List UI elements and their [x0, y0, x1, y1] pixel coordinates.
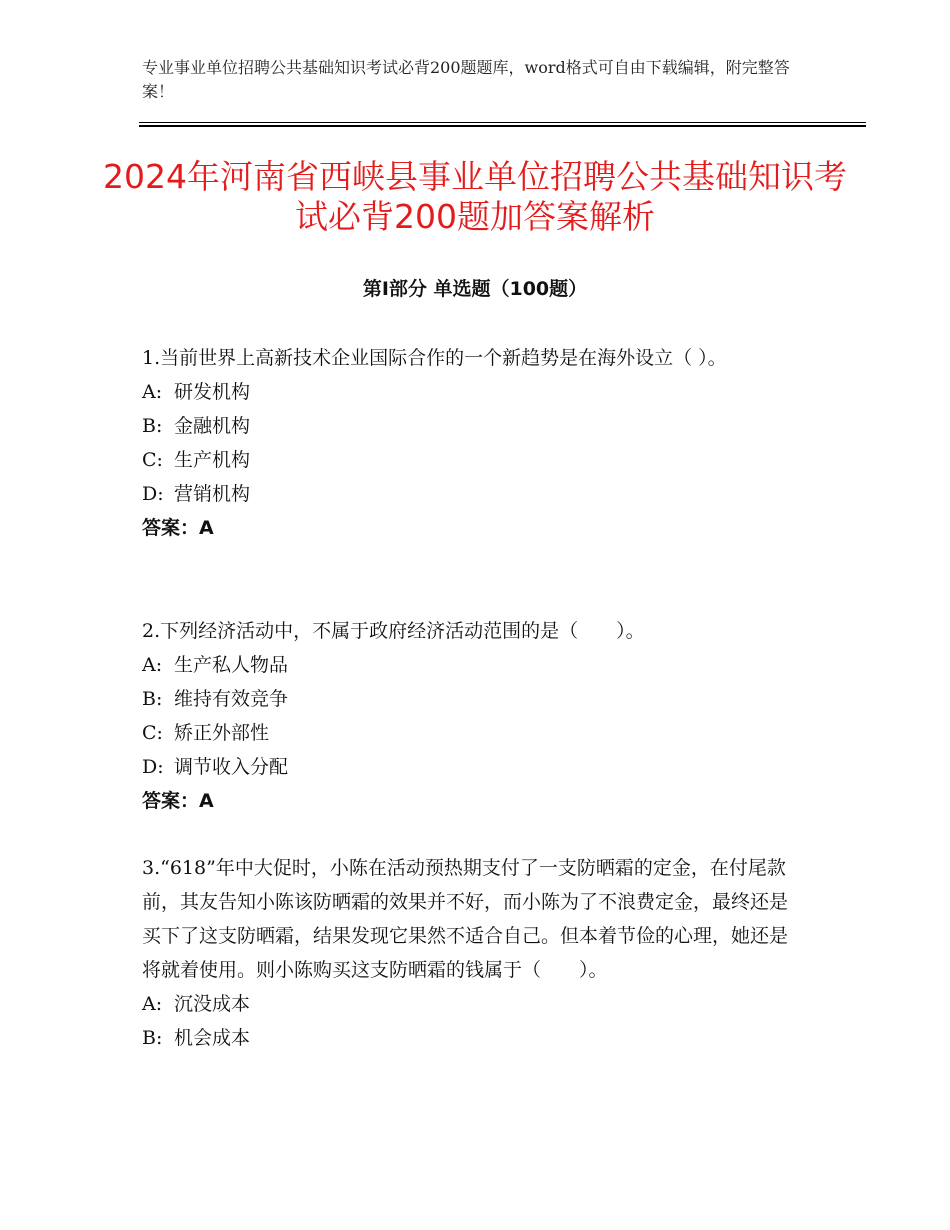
option-text: 矫正外部性 [174, 722, 270, 744]
option-letter: C: [142, 449, 163, 471]
question-stem: 1.当前世界上高新技术企业国际合作的一个新趋势是在海外设立（ ）。 [142, 347, 727, 369]
option-letter: A: [142, 993, 163, 1015]
option-letter: A: [142, 654, 163, 676]
option-b [142, 409, 802, 443]
question-2 [142, 614, 802, 818]
question-1 [142, 341, 802, 545]
option-text: 维持有效竞争 [174, 688, 289, 710]
question-3 [142, 851, 802, 1055]
option-a [142, 375, 802, 409]
option-c [142, 443, 802, 477]
question-stem: 2.下列经济活动中，不属于政府经济活动范围的是（ ）。 [142, 620, 645, 642]
option-letter: B: [142, 688, 163, 710]
option-b [142, 1021, 802, 1055]
option-letter: C: [142, 722, 163, 744]
document-title: 2024年河南省西峡县事业单位招聘公共基础知识考试必背200题加答案解析 [103, 157, 847, 236]
question-stem: 3.“618”年中大促时，小陈在活动预热期支付了一支防晒霜的定金，在付尾款前，其友告知小陈该防晒霜的效果并不好，而小陈为了不浪费定金，最终还是买下了这支防晒霜，结果发现它果然不适合自己。但本着节俭的心理，她还是将就着使用。则小陈购买这支防晒霜的钱属于（ ）。 [142, 857, 789, 981]
option-c [142, 716, 802, 750]
option-text: 生产私人物品 [174, 654, 289, 676]
option-text: 研发机构 [174, 381, 251, 403]
answer-label: 答案：A [142, 790, 214, 812]
option-text: 金融机构 [174, 415, 251, 437]
option-letter: D: [142, 483, 164, 505]
option-letter: A: [142, 381, 163, 403]
option-d [142, 477, 802, 511]
answer-label: 答案：A [142, 517, 214, 539]
option-b [142, 682, 802, 716]
option-letter: B: [142, 1027, 163, 1049]
option-a [142, 987, 802, 1021]
option-letter: D: [142, 756, 164, 778]
option-text: 沉没成本 [174, 993, 251, 1015]
option-text: 营销机构 [174, 483, 251, 505]
header-rule-thick [139, 125, 866, 127]
header-note: 专业事业单位招聘公共基础知识考试必背200题题库，word格式可自由下载编辑，附完整答案！ [142, 58, 790, 101]
section-title: 第Ⅰ部分 单选题（100题） [362, 278, 588, 300]
option-text: 调节收入分配 [174, 756, 289, 778]
option-d [142, 750, 802, 784]
option-letter: B: [142, 415, 163, 437]
header-rule-thin [139, 122, 866, 123]
option-text: 机会成本 [174, 1027, 251, 1049]
option-text: 生产机构 [174, 449, 251, 471]
option-a [142, 648, 802, 682]
